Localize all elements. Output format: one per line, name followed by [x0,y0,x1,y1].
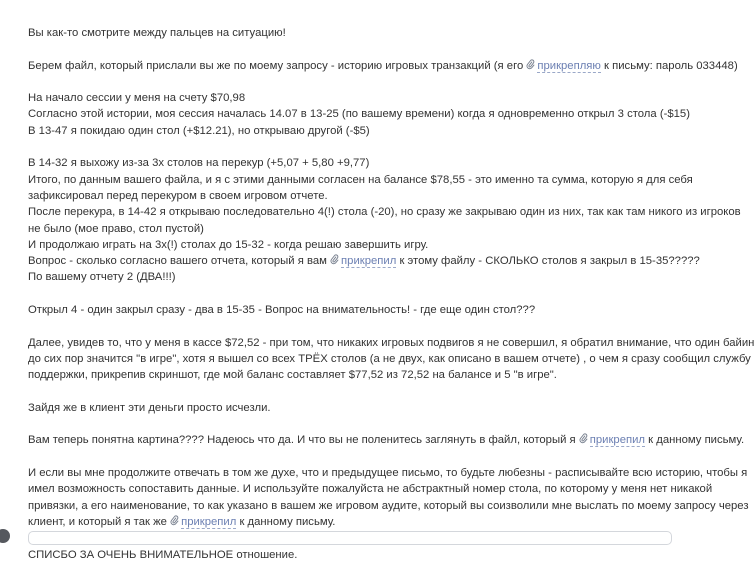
paperclip-icon [170,515,179,526]
paperclip-icon [330,254,339,265]
text-line: имел возможность сопоставить данные. И используйте пожалуйста не абстрактный номер стола, по которому у меня нет никакой [28,483,713,496]
text-line: не было (мое право, стол пустой) [28,222,204,235]
text-line: Итого, по данным вашего файла, и я с этими данными согласен на балансе $78,55 - это именно та сумма, которую я для себя [28,173,693,186]
attachment-link[interactable]: прикрепляю [537,59,601,72]
text-line: Вы как-то смотрите между пальцев на ситуацию! [28,27,286,39]
text-line: привязки, а его наименование, то как указано в вашем же игровом аудите, который вы соизволили мне выслать по моему запросу через [28,499,749,512]
text-segment: Вопрос - сколько согласно вашего отчета, который я вам [28,255,327,268]
text-line: В 13-47 я покидаю один стол (+$12.21), но открываю другой (-$5) [28,124,370,137]
text-line: до сих пор значится "в игре", хотя я вышел со всех ТРЁХ столов (а не двух, как описано в вашем отчете) , о чем я сразу сообщил службу [28,352,751,365]
reply-bar [0,527,700,535]
avatar[interactable] [0,529,10,543]
paragraph-6 [28,335,754,384]
paragraph-10 [28,547,690,563]
text-line: зафиксировал перед перекуром в своем игровом отчете. [28,189,328,202]
paragraph-7 [28,400,690,416]
paperclip-icon [579,433,588,444]
paragraph-5 [28,302,690,318]
text-line: По вашему отчету 2 (ДВА!!!) [28,271,176,284]
text-line: На начало сессии у меня на счету $70,98 [28,92,246,105]
text-segment: к этому файлу - СКОЛЬКО столов я закрыл в 15-35????? [399,255,700,268]
text-line [28,432,745,448]
letter-body [28,25,754,579]
text-line: СПИСБО ЗА ОЧЕНЬ ВНИМАТЕЛЬНОЕ отношение. [28,548,298,561]
text-segment: Вам теперь понятна картина???? Надеюсь что да. И что вы не поленитесь заглянуть в файл, который я [28,434,576,447]
text-segment: к данному письму. [648,434,745,447]
text-line [28,253,700,269]
text-segment: к данному письму. [239,515,336,528]
text-line: После перекура, в 14-42 я открываю последовательно 4(!) стола (-20), но сразу же закрываю один из них, так как там никого из игроков [28,206,741,219]
paragraph-3 [28,90,690,139]
paragraph-4 [28,155,741,285]
paragraph-8 [28,432,745,448]
text-line: Согласно этой истории, моя сессия началась 14.07 в 13-25 (по вашему времени) когда я одновременно открыл 3 стола (-$15) [28,108,690,121]
text-line: Открыл 4 - один закрыл сразу - два в 15-35 - Вопрос на внимательность! - где еще один стол??? [28,304,536,317]
text-line: В 14-32 я выхожу из-за 3х столов на перекур (+5,07 + 5,80 +9,77) [28,157,370,170]
text-line: Далее, увидев то, что у меня в кассе $72,52 - при том, что никаких игровых подвигов я не совершил, я обратил внимание, что один байин [28,336,754,349]
text-line: Зайдя же в клиент эти деньги просто исчезли. [28,401,271,414]
paragraph-2 [28,58,738,74]
paragraph-1 [28,25,690,41]
attachment-link[interactable]: прикрепил [341,255,397,268]
attachment-link[interactable]: прикрепил [181,515,237,528]
text-line [28,58,738,74]
text-line: поддержки, прикрепив скриншот, где мой баланс составляет $77,52 из 72,52 на балансе и 5 "в игре". [28,369,557,382]
attachment-link[interactable]: прикрепил [589,434,646,447]
paperclip-icon [526,59,535,70]
text-segment: клиент, и который я так же [28,515,167,528]
paragraph-9 [28,465,749,530]
text-line: И если вы мне продолжите отвечать в том же духе, что и предыдущее письмо, то будьте любезны - расписывайте всю историю, чтобы я [28,467,748,480]
text-segment: Берем файл, который прислали вы же по моему запросу - историю игровых транзакций (я его [28,59,524,72]
reply-input[interactable] [28,531,672,545]
text-segment: к письму: пароль 033448) [604,59,738,72]
text-line: И продолжаю играть на 3х(!) столах до 15-32 - когда решаю завершить игру. [28,238,429,251]
